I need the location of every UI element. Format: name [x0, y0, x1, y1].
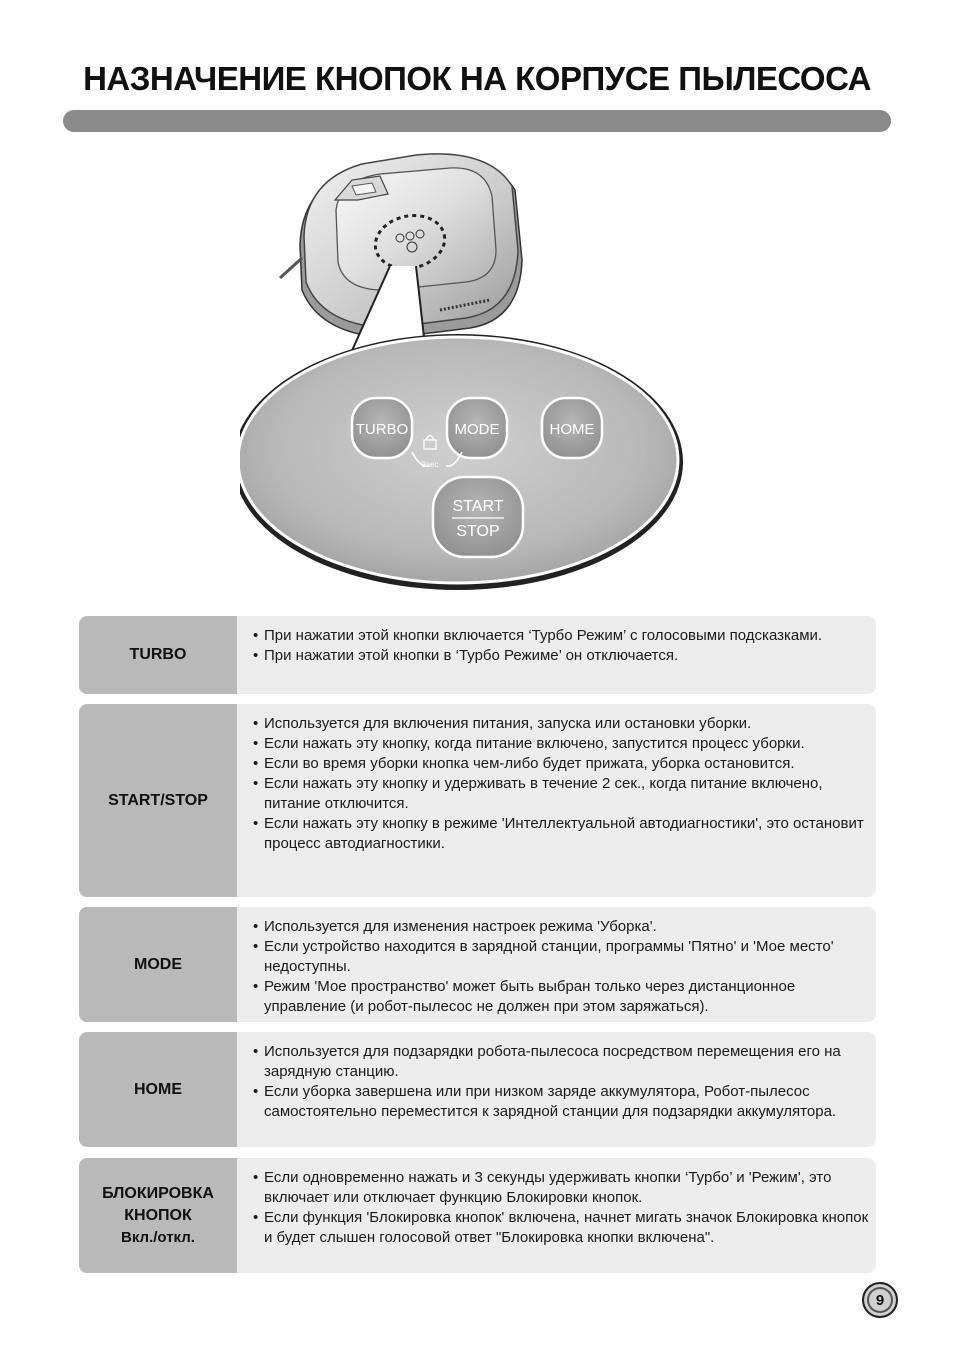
row-label: HOME — [79, 1032, 237, 1147]
table-row-turbo — [79, 616, 876, 694]
home-button-label: HOME — [549, 421, 595, 438]
page-number: 9 — [869, 1289, 891, 1311]
page-title: НАЗНАЧЕНИЕ КНОПОК НА КОРПУСЕ ПЫЛЕСОСА — [83, 60, 871, 97]
home-button — [542, 398, 602, 458]
table-row-home — [79, 1032, 876, 1147]
list-item: • Если одновременно нажать и 3 секунды удерживать кнопки ‘Турбо’ и 'Режим', это включает или отключает функцию Блокировки кнопок. — [253, 1168, 870, 1208]
robot-vacuum-illustration — [240, 150, 710, 600]
row-label-line: КНОПОК — [124, 1206, 192, 1224]
list-item: • Если нажать эту кнопку, когда питание включено, запустится процесс уборки. — [253, 734, 870, 754]
row-label-sub: Вкл./откл. — [121, 1228, 195, 1246]
list-item: • Используется для изменения настроек режима 'Уборка'. — [253, 917, 870, 937]
table-row-mode — [79, 907, 876, 1022]
list-item: • Если во время уборки кнопка чем-либо будет прижата, уборка остановится. — [253, 754, 870, 774]
list-item: • Если уборка завершена или при низком заряде аккумулятора, Робот-пылесос самостоятельно переместится к зарядной станции для подзарядки аккумулятора. — [253, 1082, 870, 1122]
row-label: TURBO — [79, 616, 237, 694]
start-label: START — [452, 498, 504, 515]
stop-label: STOP — [456, 523, 500, 540]
row-description — [237, 616, 876, 694]
page-number-badge — [862, 1282, 898, 1318]
title-divider-bar — [63, 110, 891, 132]
list-item: • Используется для включения питания, запуска или остановки уборки. — [253, 714, 870, 734]
row-label — [79, 1158, 237, 1273]
mode-button-label: MODE — [454, 421, 500, 438]
list-item: • Если нажать эту кнопку в режиме 'Интеллектуальной автодиагностики', это остановит процесс автодиагностики. — [253, 814, 870, 854]
turbo-button — [352, 398, 412, 458]
row-label: MODE — [79, 907, 237, 1022]
list-item: • Используется для подзарядки робота-пылесоса посредством перемещения его на зарядную станцию. — [253, 1042, 870, 1082]
start-stop-button — [433, 477, 523, 557]
row-label: START/STOP — [79, 704, 237, 897]
row-label-line: БЛОКИРОВКА — [102, 1184, 214, 1202]
row-description — [237, 704, 876, 897]
row-description — [237, 907, 876, 1022]
turbo-button-label: TURBO — [355, 421, 409, 438]
list-item: • Если функция 'Блокировка кнопок' включена, начнет мигать значок Блокировка кнопок и будет слышен голосовой ответ "Блокировка кнопки включена". — [253, 1208, 870, 1248]
lock-hold-hint: 3sec — [421, 460, 439, 469]
list-item: • Режим 'Мое пространство' может быть выбран только через дистанционное управление (и робот-пылесос не должен при этом заряжаться). — [253, 977, 870, 1017]
table-row-button-lock — [79, 1158, 876, 1273]
row-description — [237, 1158, 876, 1273]
mode-button — [447, 398, 507, 458]
list-item: • Если нажать эту кнопку и удерживать в течение 2 сек., когда питание включено, питание отключится. — [253, 774, 870, 814]
list-item: • Если устройство находится в зарядной станции, программы 'Пятно' и 'Мое место' недоступны. — [253, 937, 870, 977]
list-item: • При нажатии этой кнопки в ‘Турбо Режиме’ он отключается. — [253, 646, 870, 666]
list-item: • При нажатии этой кнопки включается ‘Турбо Режим’ с голосовыми подсказками. — [253, 626, 870, 646]
table-row-start-stop — [79, 704, 876, 897]
row-description — [237, 1032, 876, 1147]
